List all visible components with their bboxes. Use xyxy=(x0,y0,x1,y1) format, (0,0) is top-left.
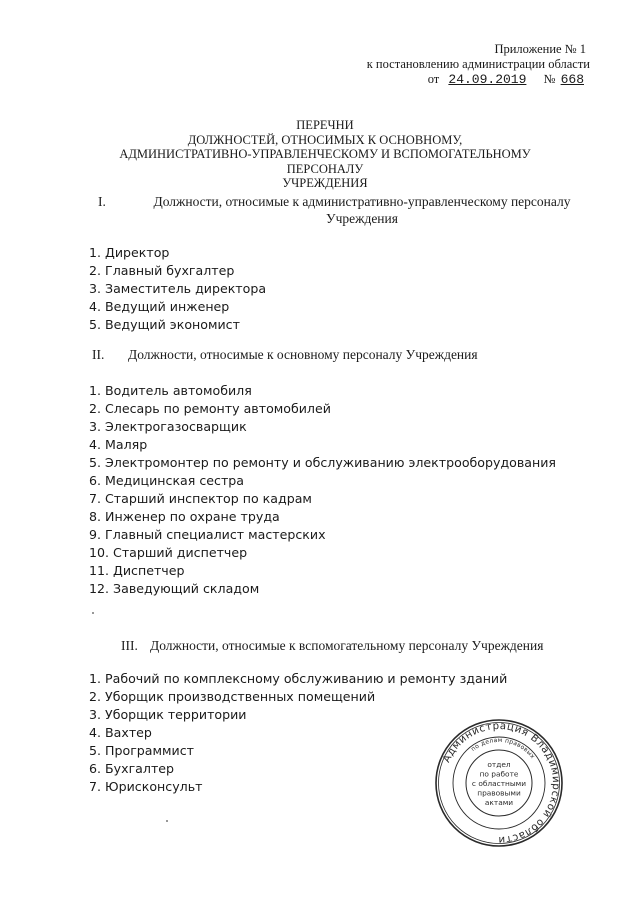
stamp-center-line: правовыми xyxy=(477,788,521,798)
list-item: 4. Вахтер xyxy=(89,725,152,740)
decree-number: 668 xyxy=(560,72,584,87)
list-item: 2. Главный бухгалтер xyxy=(89,263,235,278)
section-3-number: III. xyxy=(121,638,138,653)
list-item: 4. Маляр xyxy=(89,437,148,452)
title-line-2: ДОЛЖНОСТЕЙ, ОТНОСИМЫХ К ОСНОВНОМУ, xyxy=(187,132,463,147)
annex-decree-reference: к постановлению администрации области xyxy=(366,57,590,71)
stamp-center-line: по работе xyxy=(479,769,519,779)
document-title xyxy=(80,118,570,191)
title-line-1: ПЕРЕЧНИ xyxy=(296,118,354,132)
section-2-heading xyxy=(92,346,612,363)
stamp-outer-text: Администрация Владимирской области xyxy=(441,720,562,846)
title-line-4: УЧРЕЖДЕНИЯ xyxy=(282,176,368,190)
section-2-list xyxy=(89,382,556,598)
list-item: 4. Ведущий инженер xyxy=(89,299,230,314)
annex-date-line xyxy=(367,72,586,87)
section-1-heading xyxy=(98,193,588,227)
number-prefix: № xyxy=(543,72,556,86)
decree-date: 24.09.2019 xyxy=(448,72,527,87)
scan-speck xyxy=(166,820,168,822)
section-1-heading-line-2: Учреждения xyxy=(326,211,398,226)
annex-header xyxy=(366,42,590,87)
list-item: 2. Уборщик производственных помещений xyxy=(89,689,376,704)
annex-title: Приложение № 1 xyxy=(494,42,586,56)
stamp-center-line: с областными xyxy=(471,779,527,788)
list-item: 10. Старший диспетчер xyxy=(89,545,248,560)
section-2-heading-text: Должности, относимые к основному персоналу Учреждения xyxy=(128,347,478,362)
list-item: 3. Электрогазосварщик xyxy=(89,419,247,434)
stamp-inner-text: по делам правовых xyxy=(469,736,537,761)
list-item: 3. Заместитель директора xyxy=(89,281,267,296)
title-line-3: АДМИНИСТРАТИВНО-УПРАВЛЕНЧЕСКОМУ И ВСПОМОГАТЕЛЬНОМУ ПЕРСОНАЛУ xyxy=(119,147,531,176)
section-1-heading-line-1: Должности, относимые к административно-управленческому персоналу xyxy=(153,194,571,209)
list-item: 5. Ведущий экономист xyxy=(89,317,240,332)
section-2-number: II. xyxy=(92,347,105,362)
list-item: 11. Диспетчер xyxy=(89,563,185,578)
list-item: 7. Юрисконсульт xyxy=(89,779,203,794)
list-item: 8. Инженер по охране труда xyxy=(89,509,280,524)
section-1-list xyxy=(89,244,266,334)
date-prefix: от xyxy=(427,72,440,86)
list-item: 5. Программист xyxy=(89,743,194,758)
list-item: 3. Уборщик территории xyxy=(89,707,247,722)
list-item: 6. Медицинская сестра xyxy=(89,473,244,488)
list-item: 2. Слесарь по ремонту автомобилей xyxy=(89,401,331,416)
official-stamp xyxy=(434,718,564,848)
section-1-number: I. xyxy=(98,194,106,209)
scan-speck xyxy=(92,612,94,614)
stamp-center-line: актами xyxy=(484,798,514,807)
list-item: 1. Водитель автомобиля xyxy=(89,383,252,398)
list-item: 1. Рабочий по комплексному обслуживанию и ремонту зданий xyxy=(89,671,508,686)
list-item: 5. Электромонтер по ремонту и обслуживанию электрооборудования xyxy=(89,455,556,470)
section-3-heading xyxy=(121,637,621,654)
list-item: 1. Директор xyxy=(89,245,170,260)
list-item: 9. Главный специалист мастерских xyxy=(89,527,326,542)
list-item: 12. Заведующий складом xyxy=(89,581,260,596)
list-item: 7. Старший инспектор по кадрам xyxy=(89,491,312,506)
svg-text:по делам правовых xyxy=(470,737,536,760)
list-item: 6. Бухгалтер xyxy=(89,761,175,776)
section-3-heading-text: Должности, относимые к вспомогательному персоналу Учреждения xyxy=(150,638,544,653)
stamp-center-line: отдел xyxy=(487,760,511,769)
